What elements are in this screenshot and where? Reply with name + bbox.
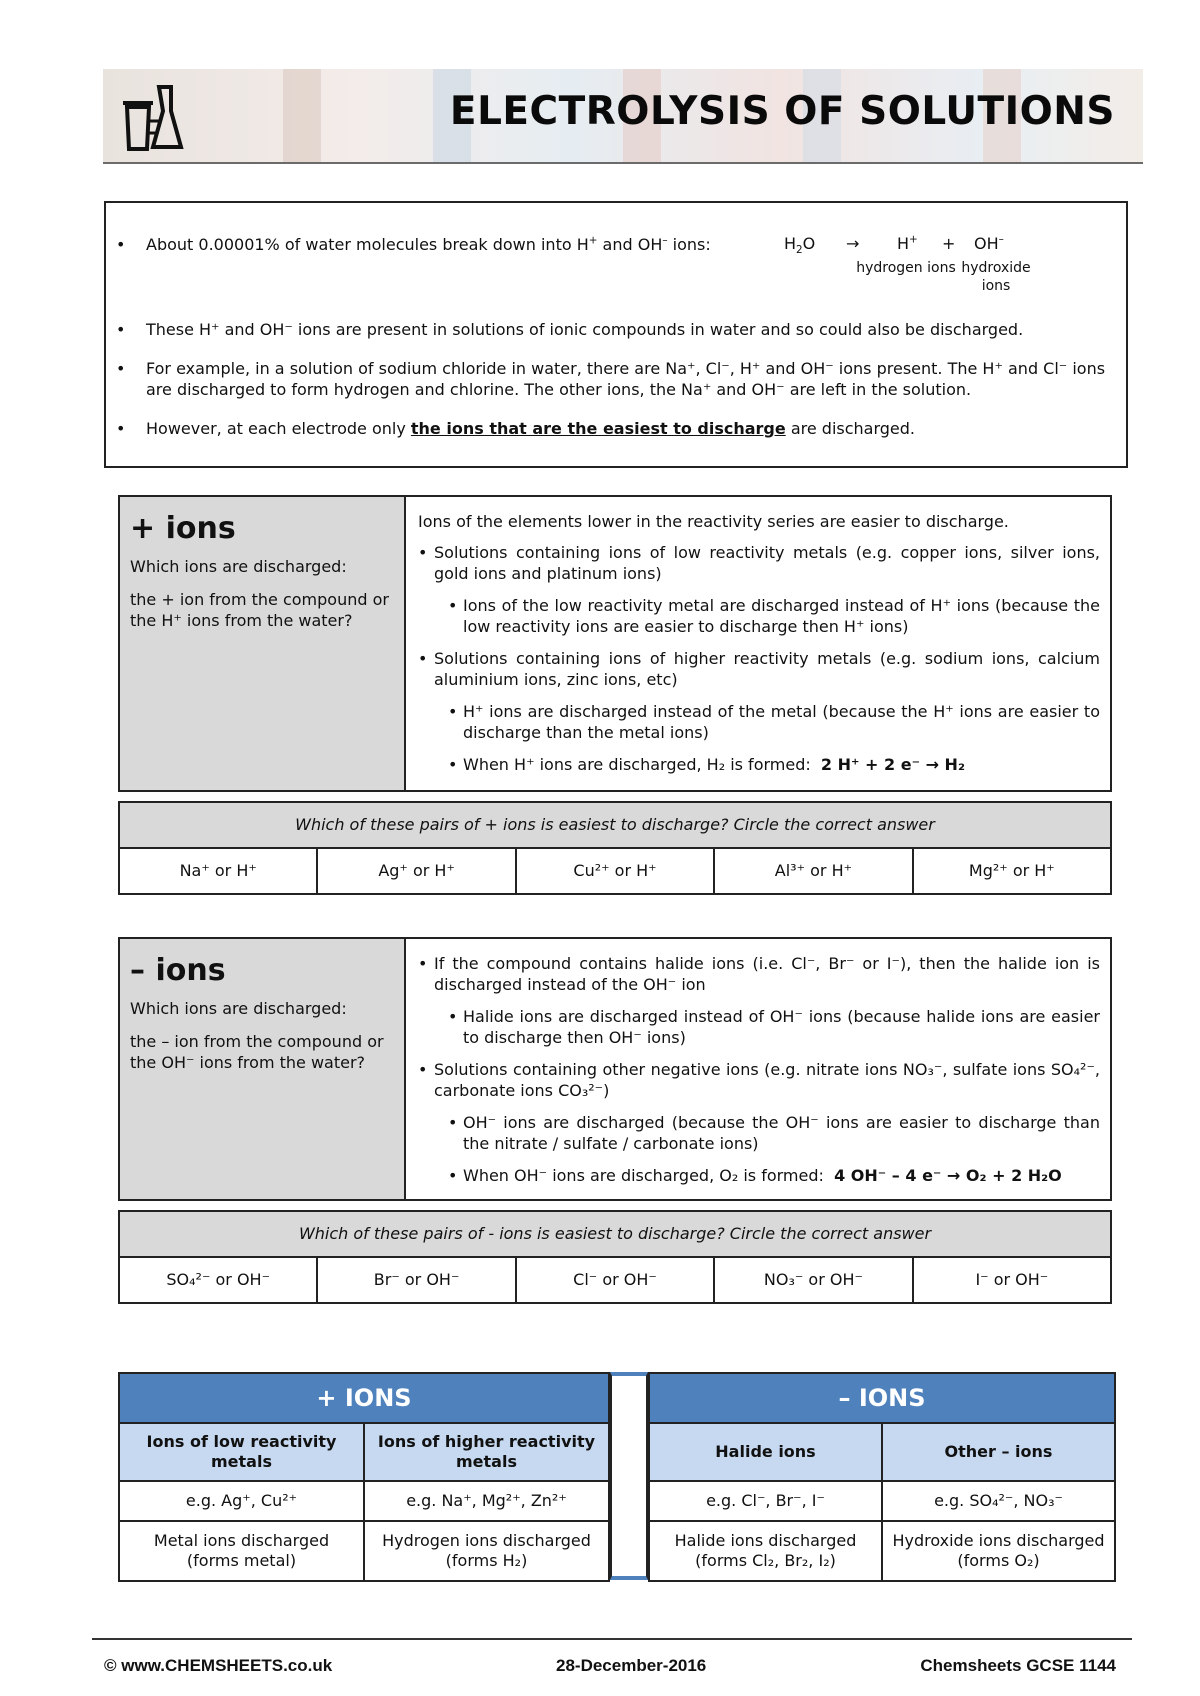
intro-bullet-4: However, at each electrode only the ions that are the easiest to discharge are discharged. bbox=[146, 419, 915, 438]
explanation-bullet: • Solutions containing other negative ions (e.g. nitrate ions NO₃⁻, sulfate ions SO₄²⁻, carbonate ions CO₃²⁻) bbox=[418, 1059, 1100, 1101]
question-line: the + ion from the compound or the H⁺ ions from the water? bbox=[130, 590, 389, 630]
explanation-sub-bullet: • When OH⁻ ions are discharged, O₂ is formed: 4 OH⁻ – 4 e⁻ → O₂ + 2 H₂O bbox=[418, 1165, 1100, 1186]
table-cell: Hydrogen ions discharged (forms H₂) bbox=[382, 1531, 591, 1570]
summary-table bbox=[118, 1372, 1116, 1580]
explanation-sub-bullet: • Ions of the low reactivity metal are discharged instead of H⁺ ions (because the low reactivity ions are easier to discharge then H⁺ ions) bbox=[418, 595, 1100, 637]
lab-glassware-icon bbox=[119, 81, 189, 155]
table-cell: Hydroxide ions discharged (forms O₂) bbox=[892, 1531, 1105, 1570]
table-cell: e.g. Cl⁻, Br⁻, I⁻ bbox=[650, 1482, 883, 1520]
answer-pair[interactable]: Mg²⁺ or H⁺ bbox=[968, 861, 1055, 880]
water-equation: $H_2O$ bbox=[784, 234, 816, 257]
banner-decoration bbox=[283, 69, 321, 162]
intro-bullet-1: About 0.00001% of water molecules break down into H+ and OH– ions: bbox=[146, 234, 711, 254]
bullet-icon: • bbox=[116, 419, 126, 438]
column-header: Ions of low reactivity metals bbox=[120, 1424, 365, 1480]
column-header: Halide ions bbox=[650, 1424, 883, 1480]
label-hydrogen-ions: hydrogen ions bbox=[856, 260, 956, 276]
explanation-bullet: • Solutions containing ions of higher reactivity metals (e.g. sodium ions, calcium aluminium ions, zinc ions, etc) bbox=[418, 648, 1100, 690]
question-line: Which ions are discharged: bbox=[130, 557, 347, 576]
positive-ions-question-table bbox=[118, 801, 1112, 895]
intro-bullet-3: For example, in a solution of sodium chloride in water, there are Na⁺, Cl⁻, H⁺ and OH⁻ ions present. The H⁺ and Cl⁻ ions are discharged to form hydrogen and chlorine. The other ions, the Na⁺ and OH⁻ are left in the solution. bbox=[146, 359, 1106, 399]
table-row bbox=[120, 1482, 608, 1522]
footer-divider bbox=[92, 1638, 1132, 1640]
question-prompt: Which of these pairs of + ions is easiest to discharge? Circle the correct answer bbox=[120, 803, 1110, 849]
answer-pair[interactable]: Na⁺ or H⁺ bbox=[120, 849, 318, 893]
table-cell: e.g. Na⁺, Mg²⁺, Zn²⁺ bbox=[406, 1491, 567, 1510]
page-title: ELECTROLYSIS OF SOLUTIONS bbox=[449, 89, 1115, 134]
answer-pair[interactable]: Al³⁺ or H⁺ bbox=[715, 849, 913, 893]
equation-plus: + bbox=[942, 234, 956, 253]
summary-header: – IONS bbox=[650, 1374, 1114, 1424]
column-header: Ions of higher reactivity metals bbox=[365, 1424, 608, 1480]
table-row bbox=[120, 849, 1110, 893]
negative-ions-summary bbox=[648, 1372, 1116, 1582]
negative-ions-question-cell bbox=[120, 939, 406, 1199]
answer-pair[interactable]: I⁻ or OH⁻ bbox=[975, 1270, 1049, 1289]
table-row bbox=[650, 1424, 1114, 1482]
footer-copyright[interactable]: © www.CHEMSHEETS.co.uk bbox=[104, 1656, 333, 1675]
explanation-sub-bullet: • Halide ions are discharged instead of OH⁻ ions (because halide ions are easier to discharge then OH⁻ ions) bbox=[418, 1006, 1100, 1048]
question-line: Which ions are discharged: bbox=[130, 999, 347, 1018]
question-prompt: Which of these pairs of - ions is easiest to discharge? Circle the correct answer bbox=[120, 1212, 1110, 1258]
answer-pair[interactable]: NO₃⁻ or OH⁻ bbox=[715, 1258, 913, 1302]
negative-ions-question-table bbox=[118, 1210, 1112, 1304]
answer-pair[interactable]: SO₄²⁻ or OH⁻ bbox=[120, 1258, 318, 1302]
positive-ions-explanation bbox=[406, 497, 1110, 790]
summary-divider bbox=[610, 1372, 648, 1580]
intro-box bbox=[104, 201, 1128, 468]
explanation-bullet: • If the compound contains halide ions (i.e. Cl⁻, Br⁻ or I⁻), then the halide ion is discharged instead of the OH⁻ ion bbox=[418, 953, 1100, 995]
answer-pair[interactable]: Cu²⁺ or H⁺ bbox=[517, 849, 715, 893]
table-row bbox=[650, 1482, 1114, 1522]
equation-h-ion: H+ bbox=[897, 233, 918, 253]
explanation-sub-bullet: • OH⁻ ions are discharged (because the OH⁻ ions are easier to discharge than the nitrate / sulfate / carbonate ions) bbox=[418, 1112, 1100, 1154]
positive-ions-panel bbox=[118, 495, 1112, 792]
equation-oh-ion: OH– bbox=[974, 233, 1004, 253]
negative-ions-heading: – ions bbox=[130, 953, 226, 988]
bullet-icon: • bbox=[116, 359, 126, 378]
intro-bullet-2: These H⁺ and OH⁻ ions are present in solutions of ionic compounds in water and so could also be discharged. bbox=[146, 320, 1024, 339]
header-banner bbox=[103, 69, 1143, 164]
table-row bbox=[650, 1522, 1114, 1580]
negative-ions-panel bbox=[118, 937, 1112, 1201]
explanation-intro: Ions of the elements lower in the reactivity series are easier to discharge. bbox=[418, 512, 1009, 531]
column-header: Other – ions bbox=[883, 1424, 1114, 1480]
table-cell: Halide ions discharged (forms Cl₂, Br₂, I₂) bbox=[650, 1522, 883, 1580]
positive-ions-question-cell bbox=[120, 497, 406, 790]
table-cell: e.g. SO₄²⁻, NO₃⁻ bbox=[934, 1491, 1063, 1510]
explanation-sub-bullet: • When H⁺ ions are discharged, H₂ is formed: 2 H⁺ + 2 e⁻ → H₂ bbox=[418, 754, 1100, 775]
answer-pair[interactable]: Ag⁺ or H⁺ bbox=[318, 849, 516, 893]
explanation-sub-bullet: • H⁺ ions are discharged instead of the metal (because the H⁺ ions are easier to discharge than the metal ions) bbox=[418, 701, 1100, 743]
answer-pair[interactable]: Br⁻ or OH⁻ bbox=[318, 1258, 516, 1302]
negative-ions-explanation bbox=[406, 939, 1110, 1199]
equation-arrow: → bbox=[846, 234, 860, 253]
table-row bbox=[120, 1424, 608, 1482]
positive-ions-summary bbox=[118, 1372, 610, 1582]
hydrogen-equation: 2 H⁺ + 2 e⁻ → H₂ bbox=[820, 755, 965, 774]
table-row bbox=[120, 1522, 608, 1580]
table-row bbox=[120, 1258, 1110, 1302]
answer-pair[interactable]: Cl⁻ or OH⁻ bbox=[517, 1258, 715, 1302]
table-cell: e.g. Ag⁺, Cu²⁺ bbox=[120, 1482, 365, 1520]
footer-date: 28-December-2016 bbox=[556, 1656, 707, 1675]
footer-sheet-id: Chemsheets GCSE 1144 bbox=[920, 1656, 1116, 1675]
table-cell: Metal ions discharged (forms metal) bbox=[120, 1522, 365, 1580]
explanation-bullet: • Solutions containing ions of low reactivity metals (e.g. copper ions, silver ions, gold ions and platinum ions) bbox=[418, 542, 1100, 584]
positive-ions-heading: + ions bbox=[130, 511, 236, 546]
label-hydroxide-ions: hydroxide ions bbox=[961, 260, 1031, 294]
oxygen-equation: 4 OH⁻ – 4 e⁻ → O₂ + 2 H₂O bbox=[834, 1166, 1062, 1185]
bullet-icon: • bbox=[116, 320, 126, 339]
bullet-icon: • bbox=[116, 235, 126, 254]
question-line: the – ion from the compound or the OH⁻ ions from the water? bbox=[130, 1032, 384, 1072]
summary-header: + IONS bbox=[120, 1374, 608, 1424]
